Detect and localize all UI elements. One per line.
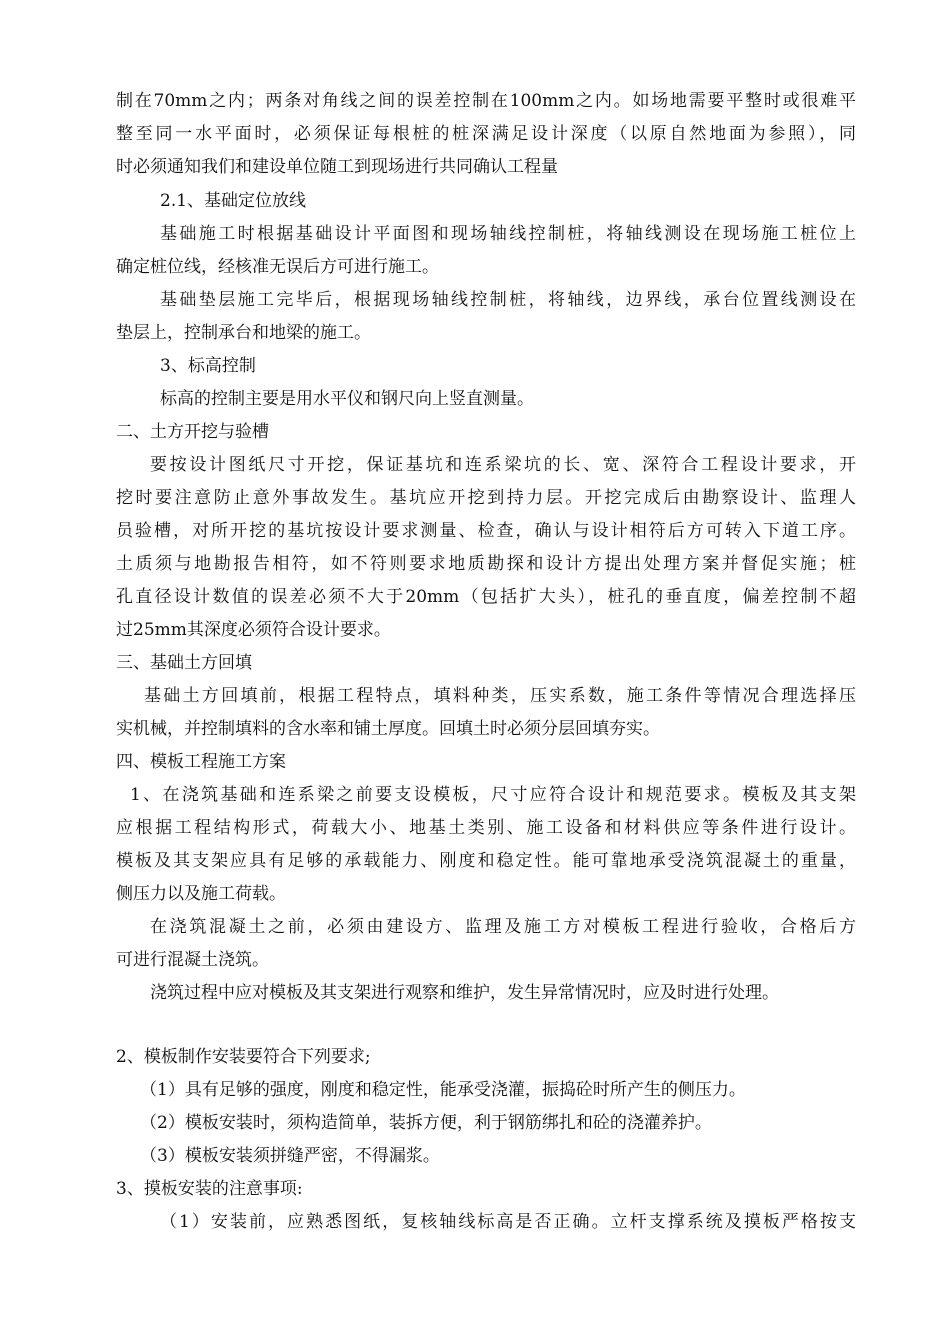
- section-heading: 三、基础土方回填: [116, 653, 252, 673]
- text-line: 侧压力以及施工荷载。: [116, 884, 286, 904]
- list-item: （3）模板安装须拼缝严密，不得漏浆。: [140, 1146, 440, 1166]
- text-line: 要按设计图纸尺寸开挖，保证基坑和连系梁坑的长、宽、深符合工程设计要求，开: [150, 455, 856, 475]
- text-line: 土质须与地勘报告相符，如不符则要求地质勘探和设计方提出处理方案并督促实施；桩: [116, 554, 856, 574]
- text-line: 员验槽，对所开挖的基坑按设计要求测量、检查，确认与设计相符后方可转入下道工序。: [116, 521, 856, 541]
- list-item: （1）安装前，应熟悉图纸，复核轴线标高是否正确。立杆支撑系统及摸板严格按支: [160, 1212, 856, 1232]
- text-line: 基础施工时根据基础设计平面图和现场轴线控制桩，将轴线测设在现场施工桩位上: [160, 224, 856, 244]
- text-line: 实机械，并控制填料的含水率和铺土厚度。回填土时必须分层回填夯实。: [116, 719, 660, 739]
- list-item: （2）模板安装时，须构造简单，装拆方便，利于钢筋绑扎和砼的浇灌养护。: [140, 1113, 712, 1133]
- text-line: 制在70mm之内；两条对角线之间的误差控制在100mm之内。如场地需要平整时或很难平: [116, 91, 856, 111]
- text-line: 基础土方回填前，根据工程特点，填料种类，压实系数，施工条件等情况合理选择压: [144, 686, 856, 706]
- text-line: 模板及其支架应具有足够的承载能力、刚度和稳定性。能可靠地承受浇筑混凝土的重量，: [116, 851, 856, 871]
- text-line: 挖时要注意防止意外事故发生。基坑应开挖到持力层。开挖完成后由勘察设计、监理人: [116, 488, 856, 508]
- text-line: 过25mm其深度必须符合设计要求。: [116, 620, 391, 640]
- text-line: 孔直径设计数值的误差必须不大于20mm（包括扩大头），桩孔的垂直度，偏差控制不超: [116, 587, 856, 607]
- section-heading: 2、模板制作安装要符合下列要求;: [116, 1047, 371, 1067]
- text-line: 整至同一水平面时，必须保证每根桩的桩深满足设计深度（以原自然地面为参照），同: [116, 124, 856, 144]
- section-heading: 四、模板工程施工方案: [116, 752, 286, 772]
- section-heading: 3、标高控制: [160, 356, 256, 376]
- text-line: 标高的控制主要是用水平仪和钢尺向上竖直测量。: [160, 389, 534, 409]
- section-heading: 二、土方开挖与验槽: [116, 422, 269, 442]
- text-line: 1、在浇筑基础和连系梁之前要支设模板，尺寸应符合设计和规范要求。模板及其支架: [130, 785, 856, 805]
- text-line: 可进行混凝土浇筑。: [116, 950, 269, 970]
- text-line: 时必须通知我们和建设单位随工到现场进行共同确认工程量: [116, 157, 558, 177]
- section-heading: 3、摸板安装的注意事项:: [116, 1179, 303, 1199]
- text-line: 浇筑过程中应对模板及其支架进行观察和维护，发生异常情况时，应及时进行处理。: [150, 983, 779, 1003]
- section-heading: 2.1、基础定位放线: [160, 191, 307, 211]
- text-line: 在浇筑混凝土之前，必须由建设方、监理及施工方对模板工程进行验收，合格后方: [150, 917, 856, 937]
- text-line: 基础垫层施工完毕后，根据现场轴线控制桩，将轴线，边界线，承台位置线测设在: [160, 290, 856, 310]
- text-line: 确定桩位线，经核准无误后方可进行施工。: [116, 257, 439, 277]
- text-line: 垫层上，控制承台和地梁的施工。: [116, 323, 371, 343]
- text-line: 应根据工程结构形式，荷载大小、地基土类别、施工设备和材料供应等条件进行设计。: [116, 818, 856, 838]
- list-item: （1）具有足够的强度，刚度和稳定性，能承受浇灌，振捣砼时所产生的侧压力。: [140, 1080, 746, 1100]
